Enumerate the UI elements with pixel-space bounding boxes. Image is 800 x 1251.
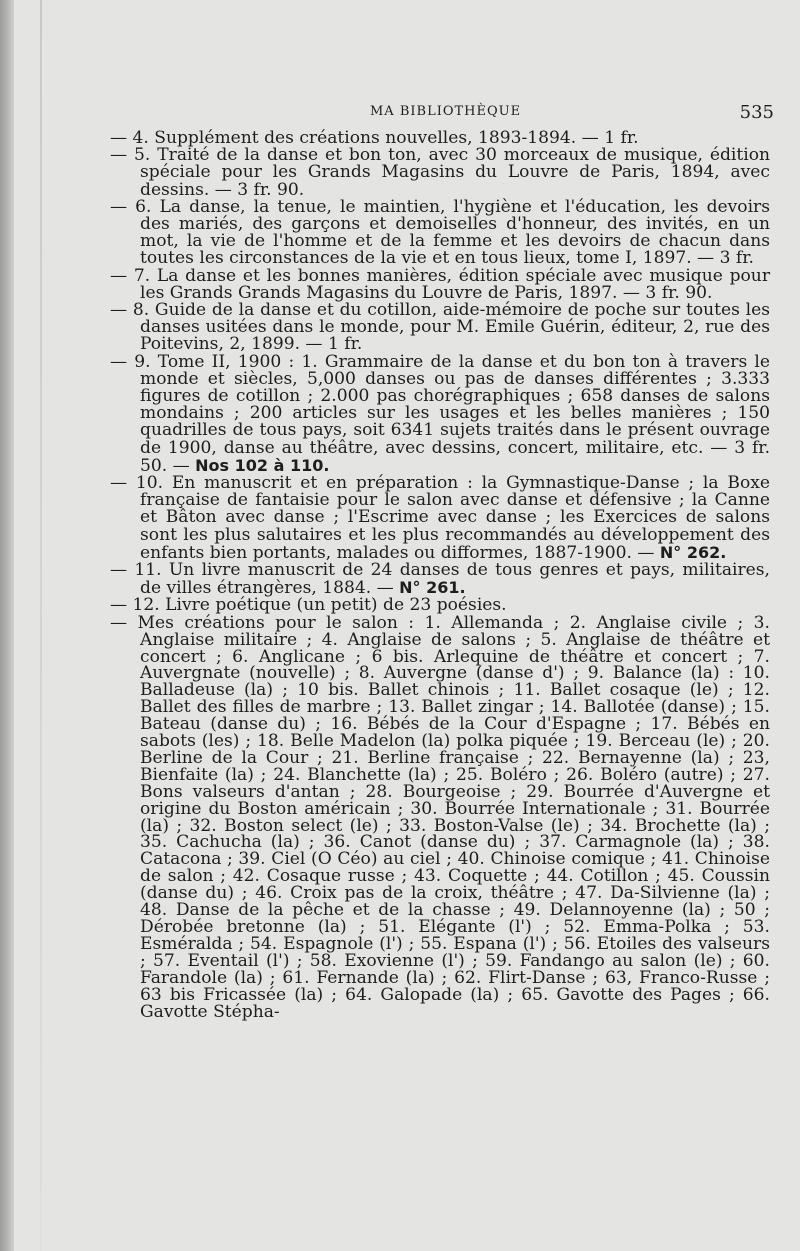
scan-edge-shadow — [0, 0, 14, 1251]
entry-10: — 10. En manuscrit et en préparation : la Gymnastique-Danse ; la Boxe française de fantaisie pour le salon avec danse et défensive ; la Canne et Bâton avec danse ; l'Escrime avec danse ; les Exercices de salons sont les plus salutaires et les plus recommandés au développement des enfants bien portants, malades ou difformes, 1887-1900. — N° 262. — [110, 473, 770, 563]
page-header — [110, 100, 774, 128]
entry-11-reference: N° 261. — [399, 578, 466, 598]
entry-4: — 4. Supplément des créations nouvelles, 1893-1894. — 1 fr. — [110, 128, 639, 148]
entry-creations-list: — Mes créations pour le salon : 1. Allemanda ; 2. Anglaise civile ; 3. Anglaise militaire ; 4. Anglaise de salons ; 5. Anglaise de théâtre et concert ; 6. Anglicane ; 6 bis. Arlequine de théâtre et concert ; 7. Auvergnate (nouvelle) ; 8. Auvergne (danse d') ; 9. Balance (la) : 10. Balladeuse (la) ; 10 bis. Ballet chinois ; 11. Ballet cosaque (le) ; 12. Ballet des filles de marbre ; 13. Ballet zingar ; 14. Ballotée (danse) ; 15. Bateau (danse du) ; 16. Bébés de la Cour d'Espagne ; 17. Bébés en sabots (les) ; 18. Belle Madelon (la) polka piquée ; 19. Berceau (le) ; 20. Berline de la Cour ; 21. Berline française ; 22. Bernayenne (la) ; 23, Bienfaite (la) ; 24. Blanchette (la) ; 25. Boléro ; 26. Boléro (autre) ; 27. Bons valseurs d'antan ; 28. Bourgeoise ; 29. Bourrée d'Auvergne et origine du Boston américain ; 30. Bourrée Internationale ; 31. Bourrée (la) ; 32. Boston select (le) ; 33. Boston-Valse (le) ; 34. Brochette (la) ; 35. Cachucha (la) ; 36. Canot (danse du) ; 37. Carmagnole (la) ; 38. Catacona ; 39. Ciel (O Céo) au ciel ; 40. Chinoise comique ; 41. Chinoise de salon ; 42. Cosaque russe ; 43. Coquette ; 44. Cotillon ; 45. Coussin (danse du) ; 46. Croix pas de la croix, théâtre ; 47. Da-Silvienne (la) ; 48. Danse de la pêche et de la chasse ; 49. Delannoyenne (la) ; 50 ; Dérobée bretonne (la) ; 51. Elégante (l') ; 52. Emma-Polka ; 53. Esméralda ; 54. Espagnole (l') ; 55. Espana (l') ; 56. Etoiles des valseurs ; 57. Eventail (l') ; 58. Exovienne (l') ; 59. Fandango au salon (le) ; 60. Farandole (la) ; 61. Fernande (la) ; 62. Flirt-Danse ; 63, Franco-Russe ; 63 bis Fricassée (la) ; 64. Galopade (la) ; 65. Gavotte des Pages ; 66. Gavotte Stépha- — [110, 612, 770, 1022]
entry-6: — 6. La danse, la tenue, le maintien, l'hygiène et l'éducation, les devoirs des mariés, des garçons et demoiselles d'honneur, des invités, en un mot, la vie de l'homme et de la femme et les devoirs de chacun dans toutes les circonstances de la vie et en tous lieux, tome I, 1897. — 3 fr. — [110, 196, 770, 269]
entry-10-reference: N° 262. — [659, 542, 727, 562]
entry-9-reference: Nos 102 à 110. — [195, 455, 330, 475]
entry-9: — 9. Tome II, 1900 : 1. Grammaire de la danse et du bon ton à travers le monde et siècles, 5,000 danses ou pas de danses différentes ; 3.333 figures de cotillon ; 2.000 pas chorégraphiques ; 658 danses de salons mondains ; 200 articles sur les usages et les belles manières ; 150 quadrilles de tous pays, soit 6341 sujets traités dans le présent ouvrage de 1900, danse au théâtre, avec dessins, concert, militaire, etc. — 3 fr. 50. — Nos 102 à 110. — [110, 351, 770, 476]
page-number: 535 — [739, 102, 774, 123]
book-page — [110, 100, 774, 1022]
entry-8: — 8. Guide de la danse et du cotillon, aide-mémoire de poche sur toutes les danses usitées dans le monde, pour M. Emile Guérin, éditeur, 2, rue des Poitevins, 2, 1899. — 1 fr. — [110, 300, 770, 355]
entry-12: — 12. Livre poétique (un petit) de 23 poésies. — [110, 595, 507, 616]
paper-fold-line — [40, 0, 42, 1251]
running-head: MA BIBLIOTHÈQUE — [370, 104, 522, 119]
entry-11: — 11. Un livre manuscrit de 24 danses de tous genres et pays, militaires, de villes étrangères, 1884. — N° 261. — [110, 560, 770, 599]
entry-7: — 7. La danse et les bonnes manières, édition spéciale avec musique pour les Grands Grands Magasins du Louvre de Paris, 1897. — 3 fr. 90. — [110, 265, 770, 303]
entry-5: — 5. Traité de la danse et bon ton, avec 30 morceaux de musique, édition spéciale pour les Grands Magasins du Louvre de Paris, 1894, avec dessins. — 3 fr. 90. — [110, 145, 770, 200]
bibliography-list — [110, 130, 770, 1020]
